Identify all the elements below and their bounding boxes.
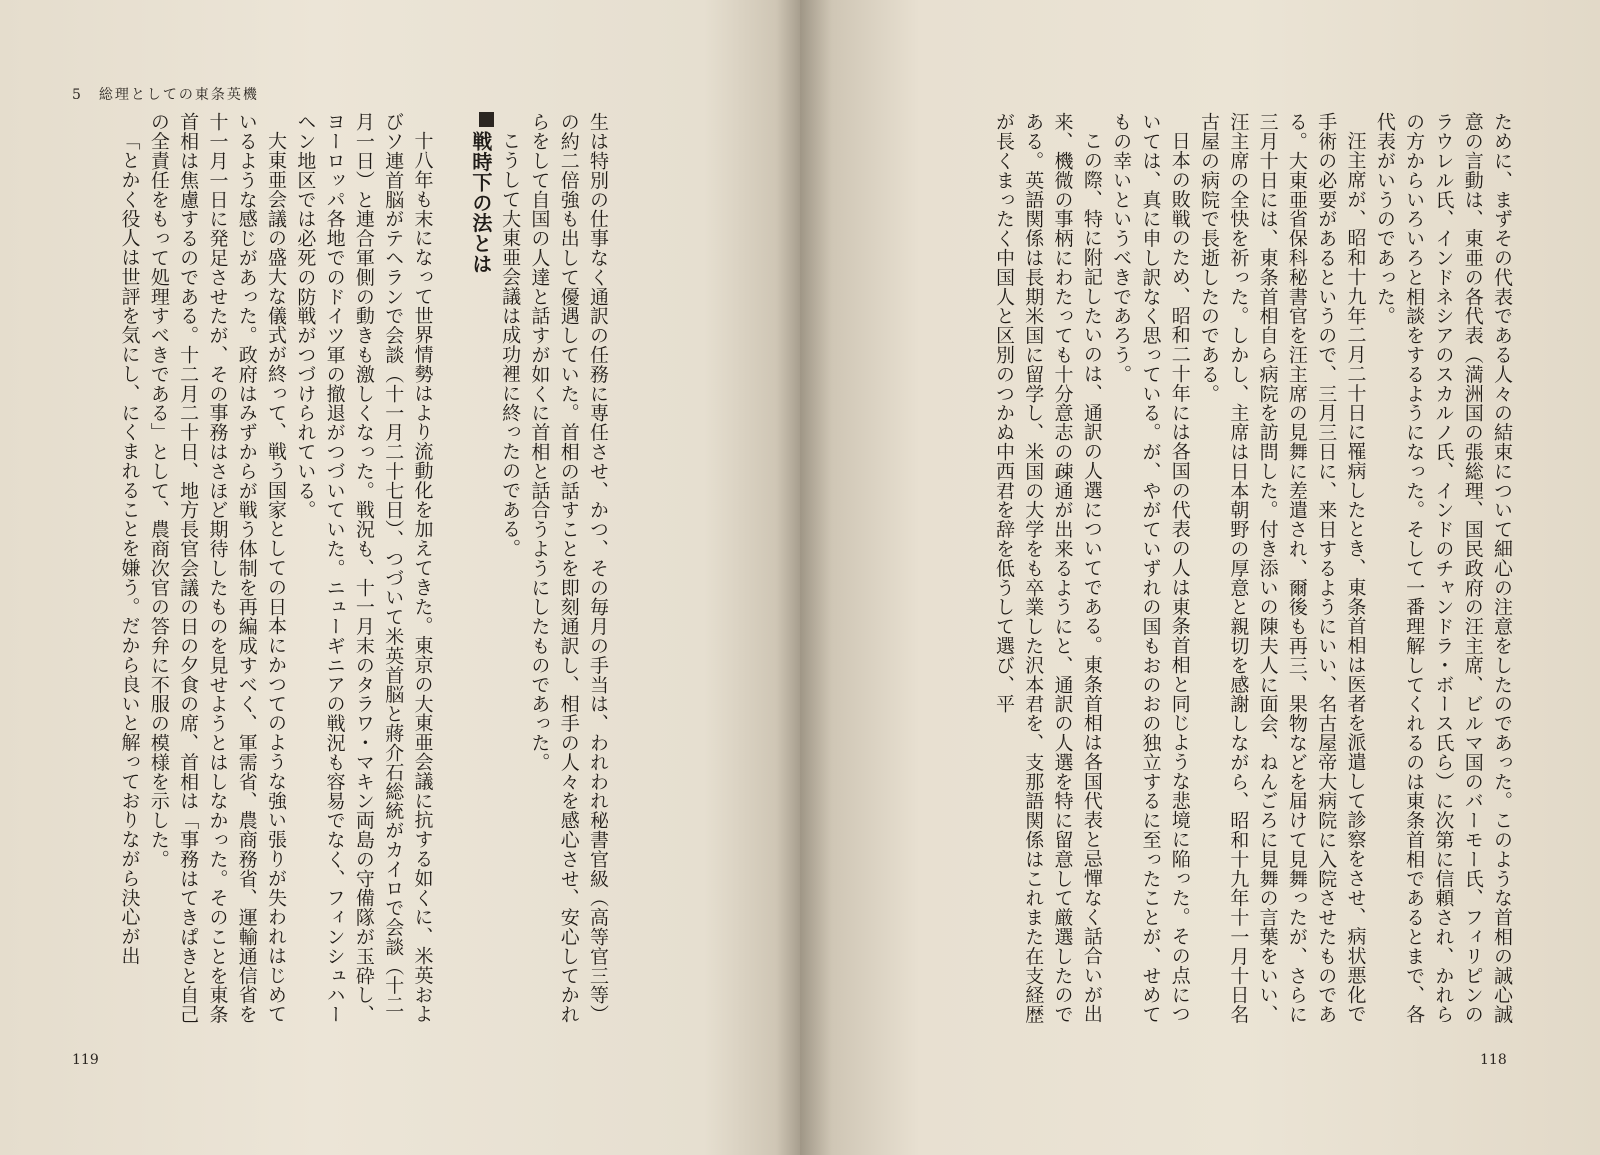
page-number-left: 119 — [72, 1052, 99, 1068]
paragraph: 「とかく役人は世評を気にし、にくまれることを嫌う。だから良いと解っておりながら決心が出 — [118, 131, 141, 966]
paragraph: 生は特別の仕事なく通訳の任務に専任させ、かつ、その毎月の手当は、われわれ秘書官級（高等官三等）の約二倍強も出して優遇していた。首相の話すことを即刻通訳し、相手の人々を感心させ、安心してかれらをして自国の人達と話すが如くに首相と話合うようにしたものであった。 — [528, 112, 609, 1024]
paragraph: 大東亜会議の盛大な儀式が終って、戦う国家としての日本にかつてのような強い張りが失われはじめているような感じがあった。政府はみずからが戦う体制を再編成すべく、軍需省、農商務省、運輸通信省を十一月一日に発足させたが、その事務はさほど期待したものを見せようとはしなかった。そのことを東条首相は焦慮するのである。十二月二十日、地方長官会議の日の夕食の席、首相は「事務はてきぱきと自己の全責任をもって処理すべきである」として、農商次官の答弁に不服の模様を示した。 — [147, 112, 288, 1024]
right-page-body — [866, 112, 1516, 1032]
paragraph: 十八年も末になって世界情勢はより流動化を加えてきた。東京の大東亜会議に抗する如くに、米英およびソ連首脳がテヘランで会談（十一月二十七日）、つづいて米英首脳と蔣介石総統がカイロで会談（十二月一日）と連合軍側の動きも激しくなった。戦況も、十一月末のタラワ・マキン両島の守備隊が玉砕し、ヨーロッパ各地でのドイツ軍の撤退がつづいていた。ニューギニアの戦況も容易でなく、フィンシュハーヘン地区では必死の防戦がつづけられている。 — [294, 112, 434, 1024]
section-heading — [466, 112, 495, 1032]
paragraph: こうして大東亜会議は成功裡に終ったのである。 — [499, 131, 522, 558]
heading-square-icon — [479, 112, 494, 127]
paragraph: 日本の敗戦のため、昭和二十年には各国の代表の人は東条首相と同じような悲境に陥った。その点については、真に申し訳なく思っている。が、やがていずれの国もおのおの独立するに至ったことが、せめてもの幸いというべきであろう。 — [1110, 112, 1191, 1024]
left-page-body — [82, 112, 612, 1032]
right-page — [800, 0, 1600, 1155]
paragraph: ために、まずその代表である人々の結束について細心の注意をしたのであった。このような首相の誠心誠意の言動は、東亜の各代表（満洲国の張総理、国民政府の汪主席、ビルマ国のバーモー氏、フィリピンのラウレル氏、インドネシアのスカルノ氏、インドのチャンドラ・ボース氏ら）に次第に信頼され、かれらの方からいろいろと相談をするようになった。そして一番理解してくれるのは東条首相であるとまで、各代表がいうのであった。 — [1373, 112, 1513, 1024]
paragraph: この際、特に附記したいのは、通訳の人選についてである。東条首相は各国代表と忌憚なく話合いが出来、機微の事柄にわたっても十分意志の疎通が出来るようにと、通訳の人選を特に留意して厳選したのである。英語関係は長期米国に留学し、米国の大学をも卒業した沢本君を、支那語関係はこれまた在支経歴が長くまったく中国人と区別のつかぬ中西君を辞を低うして選び、平 — [992, 112, 1103, 1024]
running-head: 5 総理としての東条英機 — [72, 87, 259, 103]
section-heading-text: 戦時下の法とは — [468, 131, 493, 274]
paragraph: 汪主席が、昭和十九年二月二十日に罹病したとき、東条首相は医者を派遣して診察をさせ、病状悪化で手術の必要があるというので、三月三日に、来日するようにいい、名古屋帝大病院に入院させたものである。大東亜省保科秘書官を汪主席の見舞に差遣され、爾後も再三、果物などを届けて見舞ったが、さらに三月十日には、東条首相自ら病院を訪問した。付き添いの陳夫人に面会、ねんごろに見舞の言葉をいい、汪主席の全快を祈った。しかし、主席は日本朝野の厚意と親切を感謝しながら、昭和十九年十一月十日名古屋の病院で長逝したのである。 — [1198, 112, 1367, 1024]
page-number-right: 118 — [1480, 1052, 1507, 1068]
